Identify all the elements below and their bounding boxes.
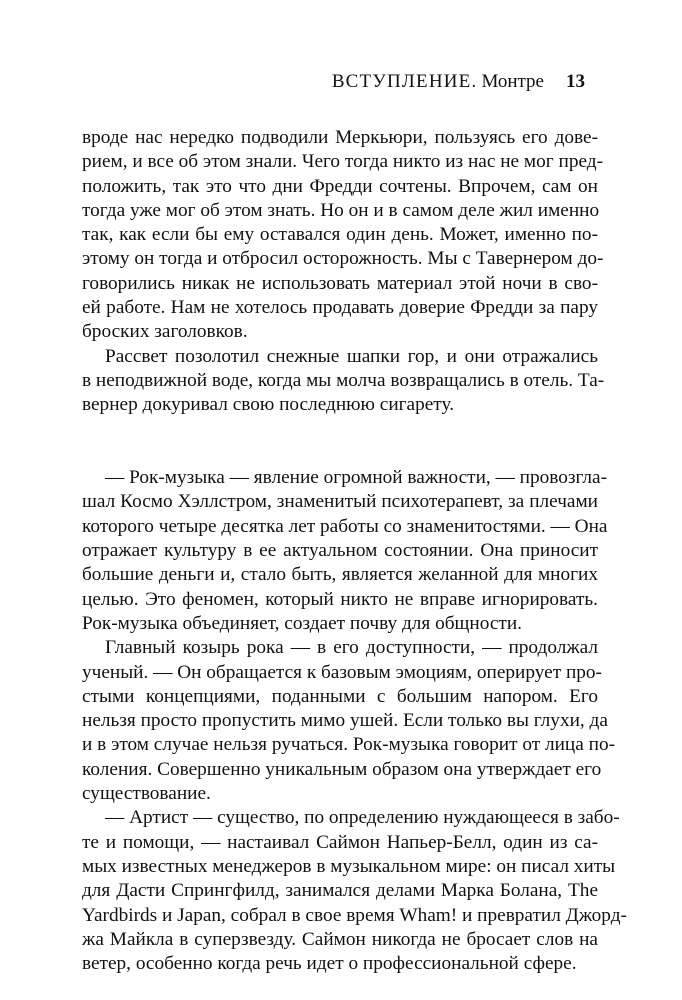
paragraph — [82, 466, 608, 636]
running-head-chapter: Монтре — [481, 71, 544, 92]
text-line: Рок-музыка объединяет, создает почву для общности. — [82, 612, 522, 634]
text-line: ученый. — Он обращается к базовым эмоциям, оперирует про- — [82, 661, 602, 683]
text-line: Главный козырь рока — в его доступности, — продолжал — [105, 637, 598, 659]
text-line: большие деньги и, стало быть, является желанной для многих — [82, 564, 598, 586]
section-break — [82, 418, 598, 467]
text-line: те и помощи, — настаивал Саймон Напьер-Белл, один из са- — [82, 831, 598, 853]
paragraph — [82, 345, 605, 418]
text-line: нельзя просто пропустить мимо ушей. Если только вы глухи, да — [82, 710, 608, 732]
text-line: этому он тогда и отбросил осторожность. Мы с Тавернером до- — [82, 248, 604, 270]
text-line: Yardbirds и Japan, собрал в свое время Wham! и превратил Джорд- — [82, 904, 627, 926]
running-head — [332, 71, 585, 93]
text-line: и в этом случае нельзя ручаться. Рок-музыка говорит от лица по- — [82, 734, 616, 756]
text-line: рием, и все об этом знали. Чего тогда никто из нас не мог пред- — [82, 151, 603, 173]
text-line: существование. — [82, 783, 211, 805]
text-line: вроде нас нередко подводили Меркьюри, пользуясь его дове- — [82, 127, 598, 148]
text-line: Рассвет позолотил снежные шапки гор, и они отражались — [105, 345, 598, 367]
text-line: ей работе. Нам не хотелось продавать доверие Фредди за пару — [82, 297, 598, 319]
paragraph — [82, 126, 604, 345]
paragraph — [82, 636, 616, 806]
text-line: в неподвижной воде, когда мы молча возвращались в отель. Та- — [82, 369, 605, 391]
paragraph — [82, 806, 627, 976]
text-line: говорились никак не использовать материал этой ночи в сво- — [82, 272, 598, 294]
text-line: ветер, особенно когда речь идет о профессиональной сфере. — [82, 953, 577, 975]
text-line: — Артист — существо, по определению нуждающееся в забо- — [105, 807, 620, 829]
text-line: отражает культуру в ее актуальном состоянии. Она приносит — [82, 540, 598, 562]
text-line: целью. Это феномен, который никто не вправе игнорировать. — [82, 588, 598, 610]
text-line: так, как если бы ему оставался один день. Может, именно по- — [82, 224, 598, 246]
text-line: броских заголовков. — [82, 321, 248, 343]
text-line: — Рок-музыка — явление огромной важности, — провозгла- — [105, 467, 607, 489]
text-line: шал Космо Хэллстром, знаменитый психотерапевт, за плечами — [82, 491, 598, 513]
text-line: положить, так это что дни Фредди сочтены. Впрочем, сам он — [82, 175, 598, 197]
text-line: для Дасти Спрингфилд, занимался делами Марка Болана, The — [82, 880, 598, 902]
text-line: которого четыре десятка лет работы со знаменитостями. — Она — [82, 515, 608, 537]
running-head-section: ВСТУПЛЕНИЕ. — [331, 71, 478, 92]
page-number: 13 — [566, 71, 585, 92]
text-line: вернер докуривал свою последнюю сигарету. — [82, 394, 455, 416]
text-line: стыми концепциями, поданными с большим напором. Его — [82, 685, 598, 707]
text-line: тогда уже мог об этом знать. Но он и в самом деле жил именно — [82, 199, 600, 221]
text-line: жа Майкла в суперзвезду. Саймон никогда не бросает слов на — [82, 928, 598, 950]
body-text — [82, 126, 627, 976]
text-line: мых известных менеджеров в музыкальном мире: он писал хиты — [82, 855, 616, 877]
text-line: коления. Совершенно уникальным образом она утверждает его — [82, 758, 602, 780]
